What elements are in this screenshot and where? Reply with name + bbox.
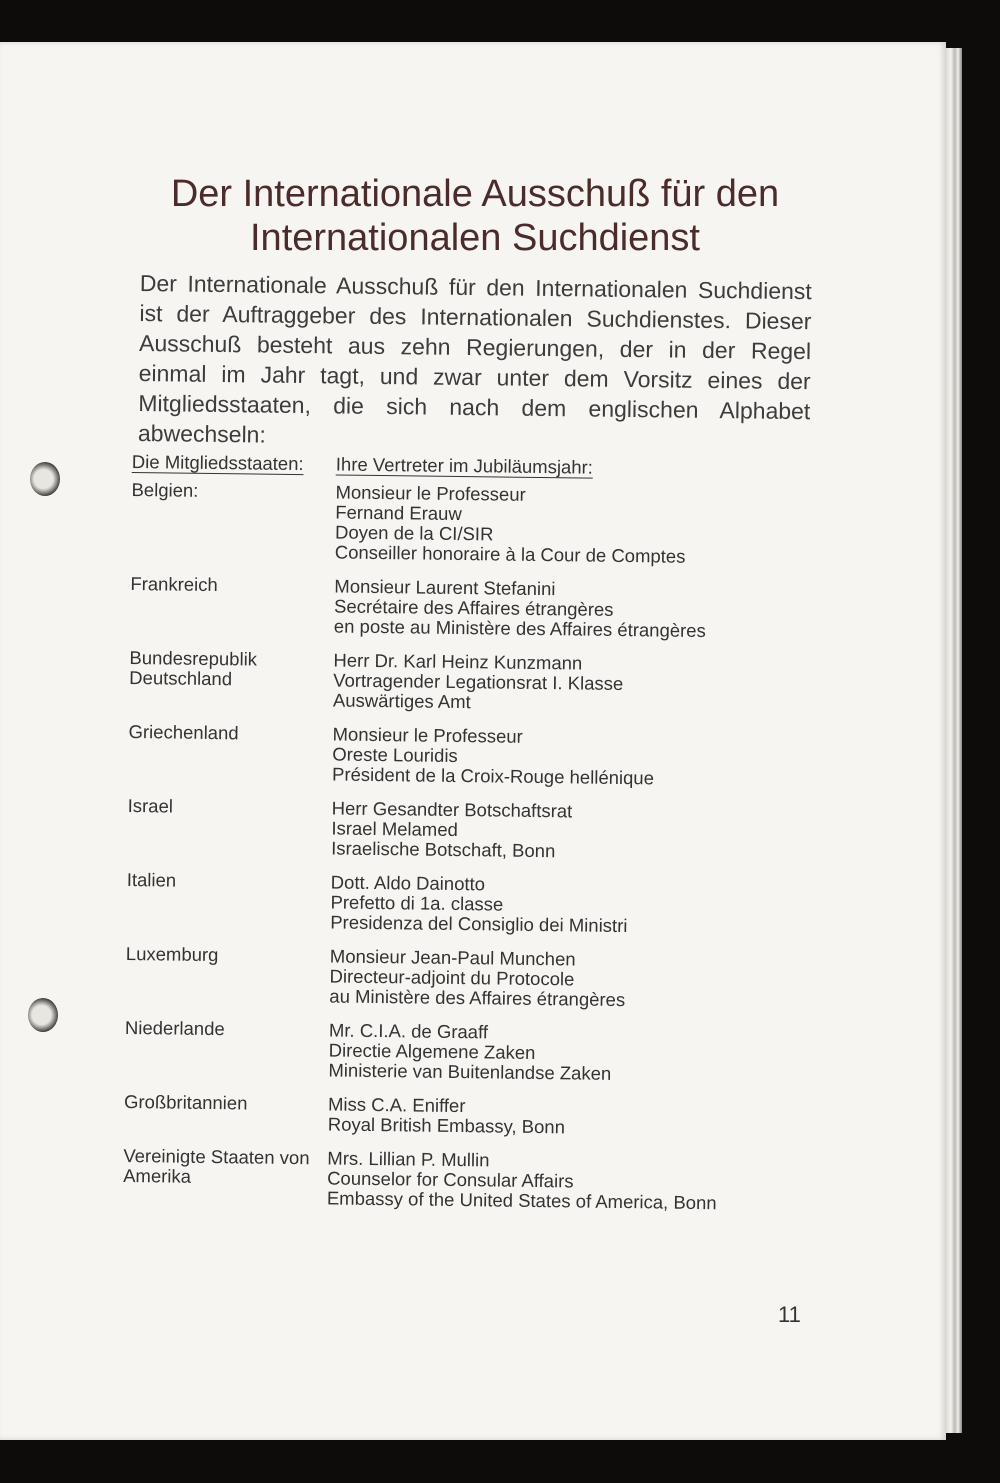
rep-line: Doyen de la CI/SIR bbox=[334, 521, 494, 545]
country-name: Israel bbox=[127, 794, 174, 817]
table-row bbox=[127, 796, 768, 864]
representative-block bbox=[328, 1094, 764, 1139]
representative-block bbox=[328, 1020, 765, 1085]
rep-line: Monsieur Laurent Stefanini bbox=[334, 575, 556, 600]
representative-block bbox=[334, 576, 771, 641]
rep-line: Mrs. Lillian P. Mullin bbox=[327, 1147, 490, 1171]
representative-block bbox=[331, 798, 768, 863]
rep-line: Miss C.A. Eniffer bbox=[327, 1093, 466, 1117]
country-name: Italien bbox=[126, 868, 177, 891]
country-name: Bundesrepublik Deutschland bbox=[129, 646, 258, 690]
page-edge-stack bbox=[946, 48, 962, 1433]
header-representatives: Ihre Vertreter im Jubiläumsjahr: bbox=[335, 453, 594, 478]
rep-line: Vortragender Legationsrat I. Klasse bbox=[333, 669, 624, 695]
page-title bbox=[120, 172, 830, 260]
table-row bbox=[128, 722, 769, 790]
representative-block bbox=[330, 872, 767, 937]
country-name: Vereinigte Staaten von Amerika bbox=[123, 1144, 310, 1187]
header-member-states: Die Mitgliedsstaaten: bbox=[131, 451, 304, 475]
rep-line: Prefetto di 1a. classe bbox=[330, 891, 504, 915]
rep-line: Secrétaire des Affaires étrangères bbox=[334, 595, 614, 620]
rep-line: Conseiller honoraire à la Cour de Comptes bbox=[334, 541, 686, 567]
table-row bbox=[125, 944, 766, 1012]
page-number: 11 bbox=[778, 1302, 801, 1327]
punch-hole-upper bbox=[30, 462, 60, 496]
rep-line: Herr Gesandter Botschaftsrat bbox=[331, 797, 573, 822]
country-name: Großbritannien bbox=[123, 1090, 248, 1114]
table-row bbox=[123, 1146, 764, 1214]
intro-paragraph: Der Internationale Ausschuß für den Internationalen Suchdienst ist der Auftraggeber des Internationalen Suchdienstes. Dieser Ausschuß besteht aus zehn Regierungen, der in der Regel einmal im Jahr tagt, und zwar unter dem Vorsitz eines der Mitgliedsstaaten, die sich nach dem englischen Alphabet abwechseln: bbox=[137, 269, 812, 448]
rep-line: Dott. Aldo Dainotto bbox=[330, 871, 486, 895]
rep-line: Directeur-adjoint du Protocole bbox=[329, 965, 575, 990]
rep-line: Ministerie van Buitenlandse Zaken bbox=[328, 1059, 612, 1084]
rep-line: Mr. C.I.A. de Graaff bbox=[328, 1019, 489, 1043]
rep-line: Fernand Erauw bbox=[335, 501, 462, 525]
table-row bbox=[124, 1018, 765, 1086]
title-line-2: Internationalen Suchdienst bbox=[250, 217, 700, 259]
country-name: Niederlande bbox=[124, 1016, 225, 1040]
rep-line: Royal British Embassy, Bonn bbox=[327, 1113, 566, 1138]
rep-line: Counselor for Consular Affairs bbox=[327, 1167, 574, 1192]
rep-line: en poste au Ministère des Affaires étrangères bbox=[333, 615, 706, 642]
table-row bbox=[131, 480, 772, 568]
table-row bbox=[129, 648, 770, 716]
table-row bbox=[124, 1092, 764, 1140]
rep-line: Monsieur le Professeur bbox=[335, 481, 526, 505]
rep-line: Embassy of the United States of America, Bonn bbox=[326, 1187, 717, 1214]
title-line-1: Der Internationale Ausschuß für den bbox=[170, 173, 780, 215]
table-row bbox=[130, 574, 771, 642]
representative-block bbox=[335, 482, 772, 567]
rep-line: au Ministère des Affaires étrangères bbox=[329, 985, 626, 1011]
rep-line: Président de la Croix-Rouge hellénique bbox=[331, 763, 655, 789]
representative-block bbox=[329, 946, 766, 1011]
members-table bbox=[123, 452, 772, 1214]
representative-block bbox=[332, 724, 769, 789]
rep-line: Israel Melamed bbox=[331, 817, 459, 841]
country-name: Belgien: bbox=[131, 478, 199, 501]
country-name: Griechenland bbox=[128, 720, 239, 744]
rep-line: Oreste Louridis bbox=[332, 743, 458, 767]
rep-line: Auswärtiges Amt bbox=[332, 689, 471, 713]
country-name: Luxemburg bbox=[125, 942, 219, 966]
rep-line: Monsieur Jean-Paul Munchen bbox=[329, 945, 576, 970]
rep-line: Presidenza del Consiglio dei Ministri bbox=[330, 911, 628, 937]
representative-block bbox=[333, 650, 770, 715]
rep-line: Directie Algemene Zaken bbox=[328, 1039, 536, 1063]
country-name: Frankreich bbox=[130, 572, 218, 596]
table-row bbox=[126, 870, 767, 938]
rep-line: Israelische Botschaft, Bonn bbox=[331, 837, 556, 862]
punch-hole-lower bbox=[28, 998, 58, 1032]
representative-block bbox=[327, 1148, 764, 1213]
rep-line: Herr Dr. Karl Heinz Kunzmann bbox=[333, 649, 583, 674]
rep-line: Monsieur le Professeur bbox=[332, 723, 523, 747]
